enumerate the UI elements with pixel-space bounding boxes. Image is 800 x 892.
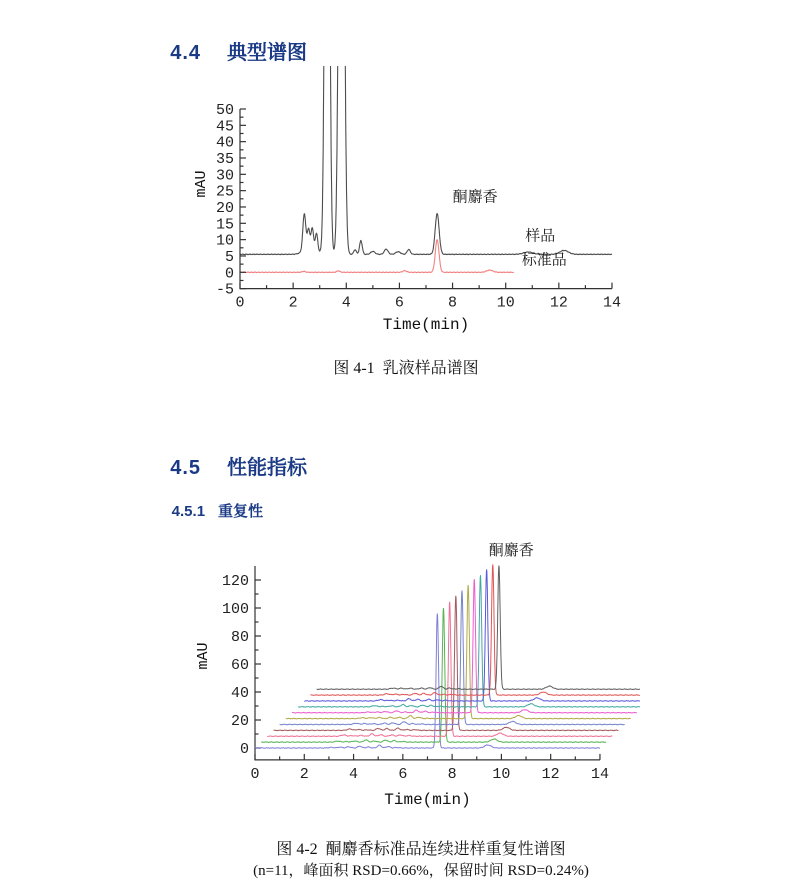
fig2-ytick-labels (222, 573, 249, 758)
svg-text:14: 14 (590, 765, 609, 783)
section-number: 4.5 (170, 457, 202, 479)
svg-text:8: 8 (447, 765, 457, 783)
svg-text:20: 20 (215, 199, 234, 217)
subsection-title: 重复性 (218, 503, 264, 520)
fig2-xaxis-title: Time(min) (384, 791, 471, 809)
fig1-peak-label: 酮麝香 (452, 189, 498, 206)
fig1-trace-standard (240, 240, 514, 273)
svg-text:30: 30 (215, 167, 234, 185)
svg-text:0: 0 (250, 765, 260, 783)
section-title: 典型谱图 (227, 42, 308, 64)
svg-text:6: 6 (398, 765, 408, 783)
svg-text:-5: -5 (215, 281, 234, 299)
svg-text:120: 120 (221, 573, 249, 590)
svg-text:6: 6 (394, 294, 404, 312)
svg-text:5: 5 (224, 248, 234, 266)
svg-text:100: 100 (221, 601, 249, 618)
figure2-caption: 图 4-2 酮麝香标准品连续进样重复性谱图 (276, 841, 566, 858)
svg-text:80: 80 (230, 629, 249, 646)
svg-text:40: 40 (215, 134, 234, 152)
subsection-number: 4.5.1 (171, 503, 206, 520)
figure1-chromatogram (185, 66, 655, 338)
fig1-xaxis-title: Time(min) (382, 316, 470, 334)
svg-text:45: 45 (215, 118, 234, 136)
svg-text:14: 14 (602, 294, 621, 312)
svg-text:0: 0 (224, 265, 234, 283)
figure2-repeatability-chromatogram (185, 538, 665, 818)
fig1-xtick-labels (235, 295, 620, 312)
svg-text:10: 10 (492, 765, 511, 783)
svg-text:20: 20 (230, 713, 249, 730)
fig2-xtick-labels (250, 766, 608, 783)
svg-text:4: 4 (341, 294, 351, 312)
svg-text:15: 15 (215, 216, 234, 234)
svg-text:25: 25 (215, 183, 234, 201)
svg-text:12: 12 (549, 294, 568, 312)
subsection-heading-4-5-1 (155, 483, 263, 538)
svg-text:12: 12 (541, 765, 560, 783)
section-title: 性能指标 (227, 457, 308, 479)
fig2-peak-label: 酮麝香 (488, 542, 534, 559)
fig1-trace-sample (240, 66, 612, 255)
svg-text:50: 50 (215, 102, 234, 119)
svg-text:0: 0 (239, 741, 249, 758)
svg-text:4: 4 (349, 765, 359, 783)
svg-text:2: 2 (288, 294, 298, 312)
svg-text:60: 60 (230, 657, 249, 674)
figure1-caption: 图 4-1 乳液样品谱图 (333, 360, 479, 377)
fig1-peak-label: 标准品 (521, 252, 567, 269)
fig2-trace-1 (255, 614, 600, 749)
svg-text:10: 10 (215, 232, 234, 250)
fig1-ytick-labels (216, 102, 234, 299)
figure2-caption-note: (n=11，峰面积 RSD=0.66%，保留时间 RSD=0.24%) (253, 863, 589, 879)
svg-text:8: 8 (448, 294, 458, 312)
fig1-annotations (453, 188, 567, 268)
fig1-yaxis-title: mAU (193, 170, 210, 198)
svg-text:0: 0 (235, 294, 245, 312)
fig2-annotations (489, 542, 534, 559)
svg-text:10: 10 (496, 294, 515, 312)
svg-text:40: 40 (230, 685, 249, 702)
svg-text:2: 2 (299, 765, 309, 783)
fig1-peak-label: 样品 (525, 228, 556, 245)
fig2-yaxis-title: mAU (195, 642, 212, 670)
section-number: 4.4 (170, 42, 202, 64)
fig2-trace-2 (261, 608, 606, 742)
svg-text:35: 35 (215, 150, 234, 168)
